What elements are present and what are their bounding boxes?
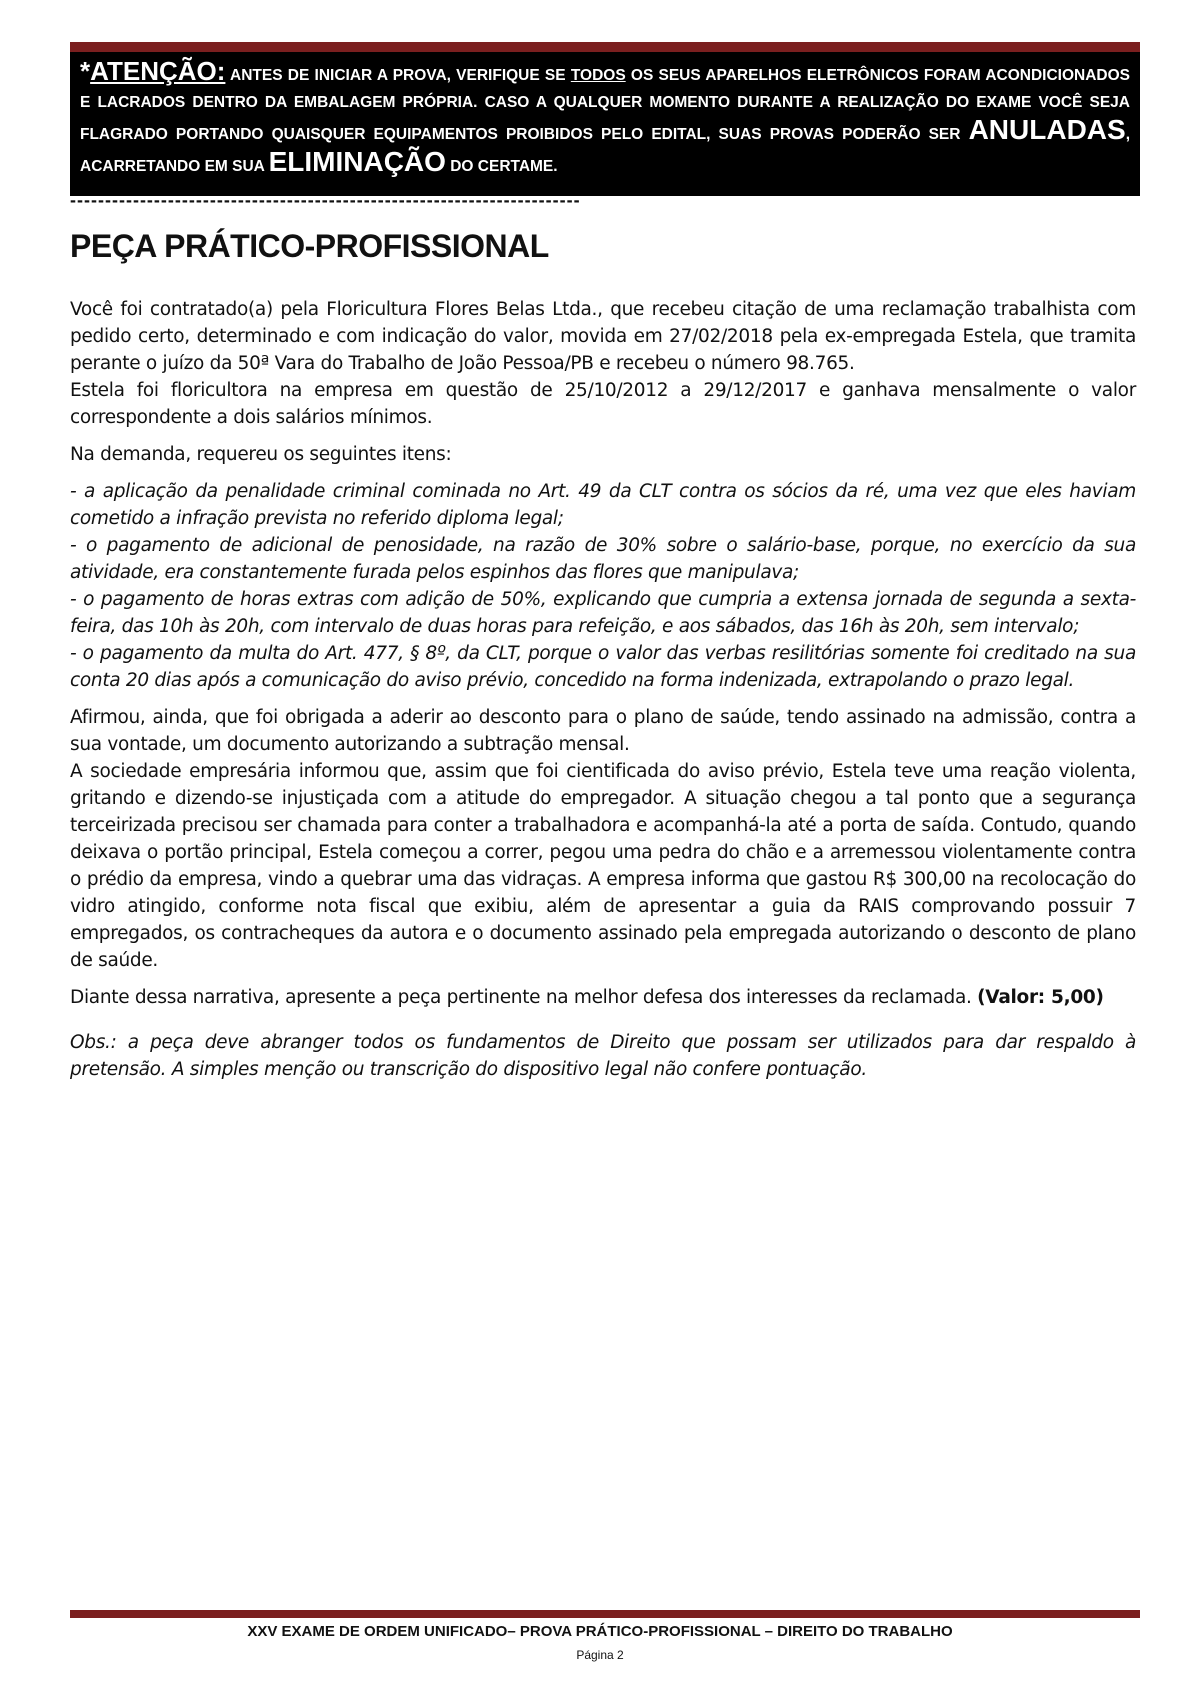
paragraph-6 [70, 984, 1136, 1011]
warning-text-3: , ACARRETANDO EM SUA [80, 126, 1130, 175]
list-item: - o pagamento de horas extras com adição de 50%, explicando que cumpria a extensa jornada de segunda a sexta-feira, das 10h às 20h, com intervalo de duas horas para refeição, e aos sábados, das 16h às 20h, sem intervalo; [70, 589, 1136, 637]
warning-text-1: ANTES DE INICIAR A PROVA, VERIFIQUE SE [225, 67, 571, 84]
warning-anuladas: ANULADAS [968, 114, 1126, 145]
footer-title: XXV EXAME DE ORDEM UNIFICADO– PROVA PRÁTICO-PROFISSIONAL – DIREITO DO TRABALHO [247, 1623, 953, 1640]
page-title: PEÇA PRÁTICO-PROFISSIONAL [70, 228, 549, 264]
warning-star: * [80, 56, 91, 86]
paragraph-5: A sociedade empresária informou que, assim que foi cientificada do aviso prévio, Estela teve uma reação violenta, gritando e dizendo-se injustiçada com a atitude do empregador. A situação chegou a tal ponto que a segurança terceirizada precisou ser chamada para conter a trabalhadora e acompanhá-la até a porta de saída. Contudo, quando deixava o portão principal, Estela começou a correr, pegou uma pedra do chão e a arremessou violentamente contra o prédio da empresa, vindo a quebrar uma das vidraças. A empresa informa que gastou R$ 300,00 na recolocação do vidro atingido, conforme nota fiscal que exibiu, além de apresentar a guia da RAIS comprovando possuir 7 empregados, os contracheques da autora e o documento assinado pela empregada autorizando o desconto de plano de saúde. [70, 761, 1136, 971]
list-item: - a aplicação da penalidade criminal cominada no Art. 49 da CLT contra os sócios da ré, uma vez que eles haviam cometido a infração prevista no referido diploma legal; [70, 481, 1136, 529]
observation-note: Obs.: a peça deve abranger todos os fundamentos de Direito que possam ser utilizados para dar respaldo à pretensão. A simples menção ou transcrição do dispositivo legal não confere pontuação. [70, 1032, 1136, 1080]
warning-underlined: TODOS [570, 67, 626, 84]
paragraph-3: Na demanda, requereu os seguintes itens: [70, 444, 452, 465]
list-item: - o pagamento de adicional de penosidade, na razão de 30% sobre o salário-base, porque, no exercício da sua atividade, era constantemente furada pelos espinhos das flores que manipulava; [70, 535, 1136, 583]
list-item: - o pagamento da multa do Art. 477, § 8º, da CLT, porque o valor das verbas resilitórias somente foi creditado na sua conta 20 dias após a comunicação do aviso prévio, concedido na forma indenizada, extrapolando o prazo legal. [70, 643, 1136, 691]
warning-text-2: OS SEUS APARELHOS ELETRÔNICOS FORAM ACONDICIONADOS E LACRADOS DENTRO DA EMBALAGEM PRÓPRIA. CASO A QUALQUER MOMENTO DURANTE A REALIZAÇÃO DO EXAME VOCÊ SEJA FLAGRADO PORTANDO QUAISQUER EQUIPAMENTOS PROIBIDOS PELO EDITAL, SUAS PROVAS PODERÃO SER [80, 67, 1131, 143]
warning-banner [70, 52, 1140, 196]
paragraph-6-text: Diante dessa narrativa, apresente a peça pertinente na melhor defesa dos interesses da reclamada. [70, 987, 978, 1008]
paragraph-1: Você foi contratado(a) pela Floricultura Flores Belas Ltda., que recebeu citação de uma reclamação trabalhista com pedido certo, determinado e com indicação do valor, movida em 27/02/2018 pela ex-empregada Estela, que tramita perante o juízo da 50ª Vara do Trabalho de João Pessoa/PB e recebeu o número 98.765. [70, 299, 1136, 374]
warning-heading: ATENÇÃO: [90, 56, 226, 86]
separator-line: ------------------------------------------------------------------------- [70, 190, 581, 210]
value-label: (Valor: 5,00) [977, 987, 1104, 1008]
top-rule [70, 42, 1140, 52]
page-number: Página 2 [576, 1648, 624, 1662]
question-body [70, 296, 1136, 1093]
bottom-rule [70, 1610, 1140, 1618]
paragraph-4: Afirmou, ainda, que foi obrigada a aderir ao desconto para o plano de saúde, tendo assinado na admissão, contra a sua vontade, um documento autorizando a subtração mensal. [70, 707, 1136, 755]
paragraph-2: Estela foi floricultora na empresa em questão de 25/10/2012 a 29/12/2017 e ganhava mensalmente o valor correspondente a dois salários mínimos. [70, 380, 1136, 428]
warning-eliminacao: ELIMINAÇÃO [268, 146, 446, 177]
warning-text-4: DO CERTAME. [445, 158, 558, 175]
